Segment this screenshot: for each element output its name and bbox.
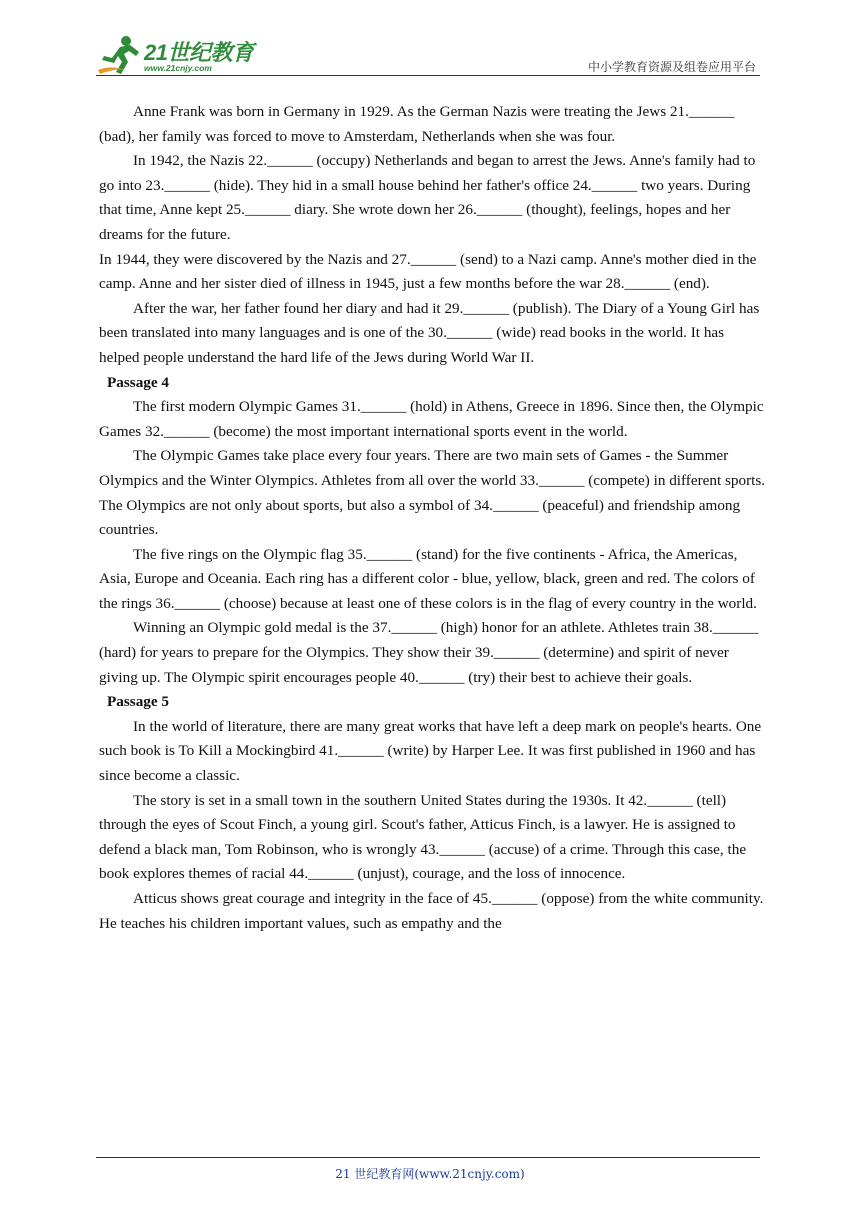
paragraph: In the world of literature, there are many great works that have left a deep mark on people's hearts. One such book is To Kill a Mockingbird 41.______ (write) by Harper Lee. It was first published in 1960 and has since become a classic. xyxy=(99,717,762,785)
paragraph: The Olympic Games take place every four years. There are two main sets of Games - the Summer Olympics and the Winter Olympics. Athletes from all over the world 33.______ (compete) in different sports. The Olympics are not only about sports, but also a symbol of 34.______ (peaceful) and friendship among countries. xyxy=(99,447,766,539)
paragraph: Winning an Olympic gold medal is the 37.______ (high) honor for an athlete. Athletes train 38.______ (hard) for years to prepare for the Olympics. They show their 39.______ (determine) and spirit of never giving up. The Olympic spirit encourages people 40.______ (try) their best to achieve their goals. xyxy=(99,619,759,686)
paragraph: In 1944, they were discovered by the Nazis and 27.______ (send) to a Nazi camp. Anne's mother died in the camp. Anne and her sister died of illness in 1945, just a few months before the war 28.______ (end). xyxy=(99,250,757,293)
paragraph: The first modern Olympic Games 31.______ (hold) in Athens, Greece in 1896. Since then, the Olympic Games 32.______ (become) the most important international sports event in the world. xyxy=(99,398,764,440)
paragraph: In 1942, the Nazis 22.______ (occupy) Netherlands and began to arrest the Jews. Anne's family had to go into 23.______ (hide). They hid in a small house behind her father's office 24.______ two years. During that time, Anne kept 25.______ diary. She wrote down her 26.______ (thought), feelings, hopes and her dreams for the future. xyxy=(99,152,756,243)
footer-divider xyxy=(96,1157,760,1158)
paragraph: Anne Frank was born in Germany in 1929. As the German Nazis were treating the Jews 21.______ (bad), her family was forced to move to Amsterdam, Netherlands when she was four. xyxy=(99,103,735,145)
paragraph: The story is set in a small town in the southern United States during the 1930s. It 42.______ (tell) through the eyes of Scout Finch, a young girl. Scout's father, Atticus Finch, is a lawyer. He is assigned to defend a black man, Tom Robinson, who is wrongly 43.______ (accuse) of a crime. Through this case, the book explores themes of racial 44.______ (unjust), courage, and the loss of innocence. xyxy=(99,791,747,883)
runner-logo-icon xyxy=(96,34,142,76)
paragraph: The five rings on the Olympic flag 35.______ (stand) for the five continents - Africa, the Americas, Asia, Europe and Oceania. Each ring has a different color - blue, yellow, black, green and red. The colors of the rings 36.______ (choose) because at least one of these colors is in the flag of every country in the world. xyxy=(99,545,757,612)
page-footer[interactable]: 21 世纪教育网(www.21cnjy.com) xyxy=(335,1167,525,1181)
page-header xyxy=(96,30,760,78)
site-logo[interactable] xyxy=(96,34,266,76)
passage-heading: Passage 5 xyxy=(107,693,170,711)
logo-url: www.21cnjy.com xyxy=(144,63,212,73)
logo-text: 21世纪教育 xyxy=(144,40,254,65)
document-body xyxy=(99,100,767,936)
paragraph: Atticus shows great courage and integrity in the face of 45.______ (oppose) from the white community. He teaches his children important values, such as empathy and the xyxy=(99,890,764,932)
platform-tagline: 中小学教育资源及组卷应用平台 xyxy=(587,60,756,74)
paragraph: After the war, her father found her diary and had it 29.______ (publish). The Diary of a Young Girl has been translated into many languages and is one of the 30.______ (wide) read books in the world. It has helped people understand the hard life of the Jews during World War II. xyxy=(99,299,760,366)
header-divider xyxy=(96,75,760,76)
passage-heading: Passage 4 xyxy=(107,373,170,391)
